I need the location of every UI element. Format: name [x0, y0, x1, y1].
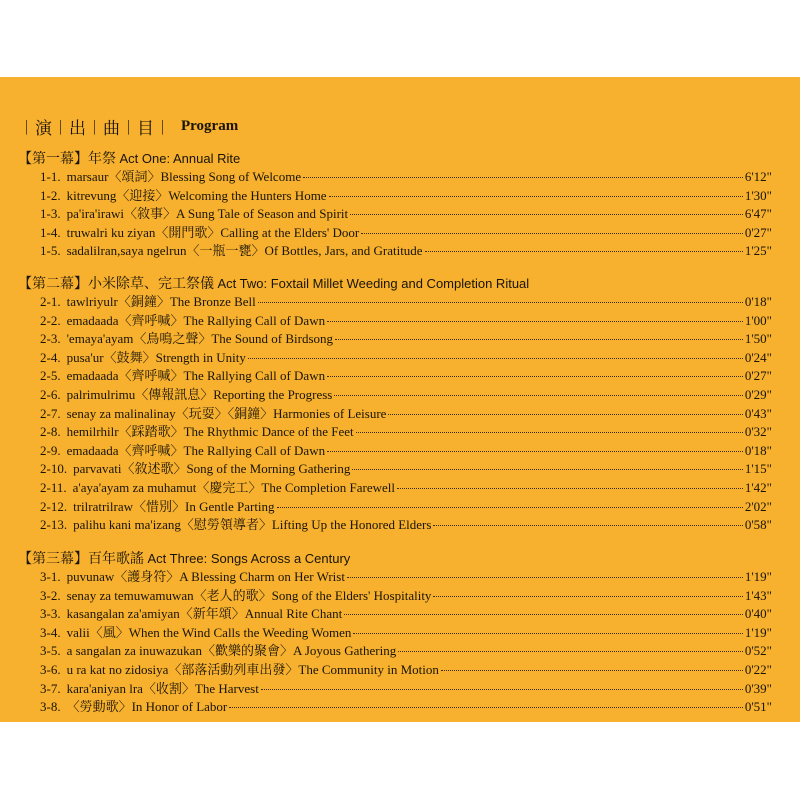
track-title: pusa'ur〈鼓舞〉Strength in Unity — [66, 349, 246, 365]
track-number: 2-7. — [40, 405, 61, 421]
track-title: tawlriyulr〈銅鐘〉The Bronze Bell — [66, 294, 256, 309]
track-duration: 0'27" — [744, 368, 772, 384]
track-number: 1-4. — [40, 224, 61, 240]
act-title-en: Act Two: Foxtail Millet Weeding and Completion Ritual — [217, 276, 530, 291]
track-duration: 1'43" — [744, 587, 772, 603]
dot-leader — [352, 469, 742, 470]
track-title: senay za temuwamuwan〈老人的歌〉Song of the Elders' Hospitality — [66, 587, 432, 603]
track-title: kitrevung〈迎接〉Welcoming the Hunters Home — [66, 187, 327, 203]
track-duration: 1'15" — [744, 461, 772, 477]
dot-leader — [361, 233, 743, 234]
track-duration: 1'19" — [744, 624, 772, 640]
act-three-track-list — [40, 566, 772, 715]
track-duration: 1'25" — [744, 243, 772, 259]
track-number: 3-2. — [40, 587, 61, 603]
track-duration: 0'18" — [744, 294, 772, 309]
track-title: puvunaw〈護身符〉A Blessing Charm on Her Wrist — [66, 569, 345, 584]
track-duration: 1'19" — [744, 569, 772, 584]
act-one-title — [18, 148, 240, 168]
track-row — [40, 222, 772, 241]
dot-leader — [327, 321, 743, 322]
track-row — [40, 185, 772, 204]
track-duration: 1'42" — [744, 479, 772, 495]
track-title: hemilrhilr〈踩踏歌〉The Rhythmic Dance of the Feet — [66, 424, 354, 440]
track-duration: 1'50" — [744, 331, 772, 347]
track-title: emadaada〈齊呼喊〉The Rallying Call of Dawn — [66, 368, 326, 384]
track-duration: 0'43" — [744, 405, 772, 421]
track-number: 2-11. — [40, 479, 67, 495]
track-number: 3-6. — [40, 661, 61, 677]
track-row — [40, 622, 772, 641]
track-title: kara'aniyan lra〈收割〉The Harvest — [66, 680, 259, 696]
track-number: 3-4. — [40, 624, 61, 640]
track-number: 2-5. — [40, 368, 61, 384]
track-number: 1-1. — [40, 169, 61, 184]
track-number: 3-7. — [40, 680, 61, 696]
track-number: 2-4. — [40, 349, 61, 365]
track-number: 2-9. — [40, 442, 61, 458]
track-number: 3-1. — [40, 569, 61, 584]
track-duration: 0'52" — [744, 643, 772, 659]
track-duration: 0'40" — [744, 606, 772, 622]
track-title: u ra kat no zidosiya〈部落活動列車出發〉The Community in Motion — [66, 661, 439, 677]
track-duration: 0'18" — [744, 442, 772, 458]
track-row — [40, 421, 772, 440]
dot-leader — [441, 670, 743, 671]
track-title: senay za malinalinay〈玩耍〉〈銅鐘〉Harmonies of Leisure — [66, 405, 387, 421]
track-row — [40, 328, 772, 347]
track-row — [40, 240, 772, 259]
track-title: parvavati〈敘述歌〉Song of the Morning Gathering — [73, 461, 351, 477]
act-title-zh: 【第一幕】年祭 — [18, 152, 116, 167]
act-two-title — [18, 273, 529, 293]
track-row — [40, 566, 772, 585]
track-number: 1-2. — [40, 187, 61, 203]
track-title: emadaada〈齊呼喊〉The Rallying Call of Dawn — [66, 312, 326, 328]
program-header-zh: ︱演︱出︱曲︱目︱ — [18, 118, 171, 138]
track-row — [40, 440, 772, 459]
dot-leader — [258, 302, 743, 303]
track-row — [40, 659, 772, 678]
track-title: kasangalan za'amiyan〈新年頌〉Annual Rite Chant — [66, 606, 343, 622]
dot-leader — [248, 358, 743, 359]
dot-leader — [347, 577, 743, 578]
track-duration: 1'30" — [744, 187, 772, 203]
track-row — [40, 403, 772, 422]
track-number: 2-8. — [40, 424, 61, 440]
track-row — [40, 291, 772, 310]
track-title: 〈勞動歌〉In Honor of Labor — [66, 699, 228, 715]
program-header-en: Program — [181, 117, 239, 134]
program-header — [18, 115, 238, 137]
dot-leader — [388, 414, 742, 415]
dot-leader — [303, 177, 743, 178]
dot-leader — [350, 214, 743, 215]
track-row — [40, 603, 772, 622]
act-two-track-list — [40, 291, 772, 533]
track-title: a'aya'ayam za muhamut〈慶完工〉The Completion Farewell — [72, 479, 395, 495]
dot-leader — [335, 339, 743, 340]
track-title: 'emaya'ayam〈鳥鳴之聲〉The Sound of Birdsong — [66, 331, 334, 347]
track-number: 2-6. — [40, 386, 61, 402]
dot-leader — [425, 251, 743, 252]
dot-leader — [433, 525, 742, 526]
act-one-track-list — [40, 166, 772, 259]
track-duration: 0'51" — [744, 699, 772, 715]
track-row — [40, 347, 772, 366]
track-row — [40, 310, 772, 329]
dot-leader — [277, 507, 743, 508]
track-number: 1-5. — [40, 243, 61, 259]
track-number: 3-8. — [40, 699, 61, 715]
dot-leader — [344, 614, 743, 615]
track-number: 1-3. — [40, 206, 61, 222]
track-duration: 0'58" — [744, 517, 772, 533]
act-title-zh: 【第二幕】小米除草、完工祭儀 — [18, 277, 214, 292]
track-number: 2-3. — [40, 331, 61, 347]
dot-leader — [327, 376, 743, 377]
track-number: 2-12. — [40, 498, 68, 514]
dot-leader — [356, 432, 743, 433]
dot-leader — [433, 596, 742, 597]
track-row — [40, 384, 772, 403]
track-title: sadalilran,saya ngelrun〈一瓶一甕〉Of Bottles, Jars, and Gratitude — [66, 243, 423, 259]
track-number: 3-3. — [40, 606, 61, 622]
track-duration: 1'00" — [744, 312, 772, 328]
track-row — [40, 203, 772, 222]
track-title: truwalri ku ziyan〈開門歌〉Calling at the Elders' Door — [66, 224, 360, 240]
track-row — [40, 166, 772, 185]
track-row — [40, 496, 772, 515]
track-duration: 0'29" — [744, 386, 772, 402]
track-row — [40, 514, 772, 533]
track-duration: 6'47" — [744, 206, 772, 222]
track-title: marsaur〈頌詞〉Blessing Song of Welcome — [66, 169, 302, 184]
track-number: 2-1. — [40, 294, 61, 309]
track-duration: 0'22" — [744, 661, 772, 677]
dot-leader — [329, 196, 743, 197]
dot-leader — [327, 451, 743, 452]
track-title: trilratrilraw〈惜別〉In Gentle Parting — [73, 498, 275, 514]
track-duration: 2'02" — [744, 498, 772, 514]
track-title: a sangalan za inuwazukan〈歡樂的聚會〉A Joyous Gathering — [66, 643, 397, 659]
track-row — [40, 365, 772, 384]
track-title: valii〈風〉When the Wind Calls the Weeding Women — [66, 624, 352, 640]
track-title: palihu kani ma'izang〈慰勞領導者〉Lifting Up the Honored Elders — [73, 517, 432, 533]
track-row — [40, 640, 772, 659]
track-title: pa'ira'irawi〈敘事〉A Sung Tale of Season and Spirit — [66, 206, 349, 222]
track-row — [40, 585, 772, 604]
track-duration: 0'24" — [744, 349, 772, 365]
track-row — [40, 678, 772, 697]
track-row — [40, 458, 772, 477]
dot-leader — [397, 488, 743, 489]
act-title-zh: 【第三幕】百年歌謠 — [18, 552, 144, 567]
track-number: 3-5. — [40, 643, 61, 659]
track-number: 2-13. — [40, 517, 68, 533]
track-duration: 0'27" — [744, 224, 772, 240]
track-number: 2-2. — [40, 312, 61, 328]
act-three-title — [18, 548, 350, 568]
dot-leader — [229, 707, 743, 708]
track-duration: 0'32" — [744, 424, 772, 440]
track-title: emadaada〈齊呼喊〉The Rallying Call of Dawn — [66, 442, 326, 458]
dot-leader — [353, 633, 742, 634]
track-number: 2-10. — [40, 461, 68, 477]
dot-leader — [334, 395, 742, 396]
act-title-en: Act One: Annual Rite — [119, 151, 241, 166]
track-row — [40, 477, 772, 496]
dot-leader — [261, 689, 743, 690]
program-panel — [0, 77, 800, 722]
track-row — [40, 696, 772, 715]
track-duration: 6'12" — [744, 169, 772, 184]
track-title: palrimulrimu〈傳報訊息〉Reporting the Progress — [66, 386, 333, 402]
track-duration: 0'39" — [744, 680, 772, 696]
dot-leader — [398, 651, 743, 652]
act-title-en: Act Three: Songs Across a Century — [147, 551, 351, 566]
